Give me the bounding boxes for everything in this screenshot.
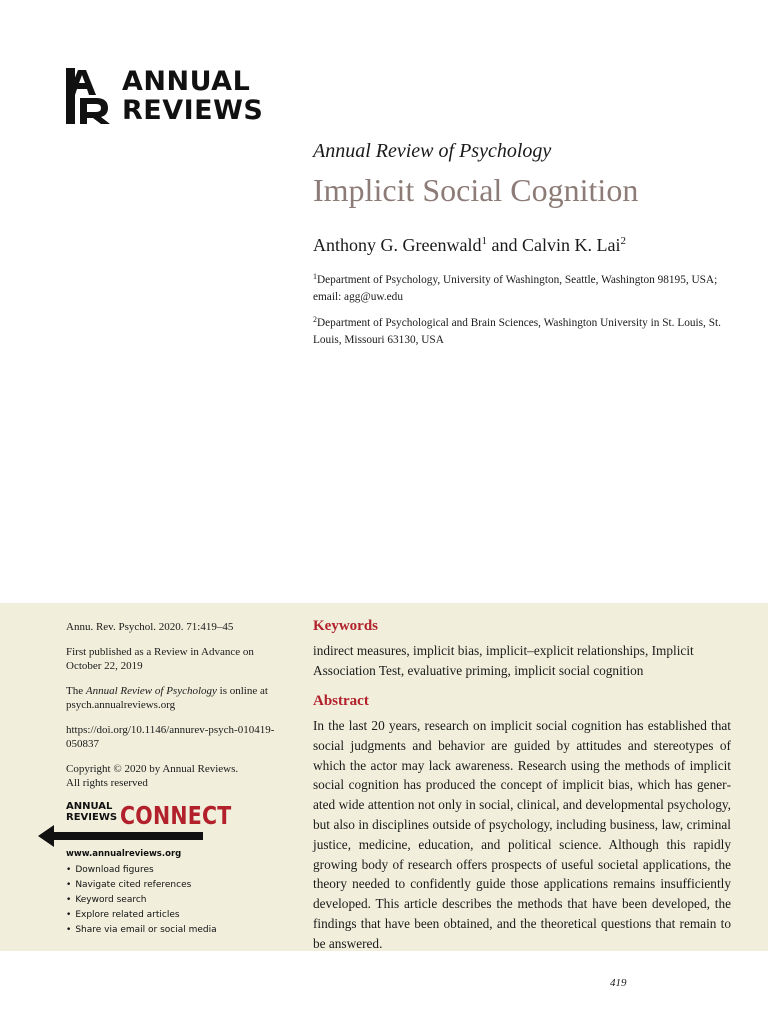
affiliation [313, 268, 733, 306]
copyright-line: Copyright © 2020 by Annual Reviews. [66, 763, 239, 775]
journal-name: Annual Review of Psychology [313, 140, 552, 162]
list-item: • Download figures [66, 863, 217, 878]
author-joiner: and [486, 235, 522, 255]
logo-line-annual: ANNUAL [122, 66, 251, 97]
online-suffix[interactable]: is online at psych.annualreviews.org [66, 685, 268, 711]
author-affil-marker: 1 [481, 235, 487, 247]
logo-line-reviews: REVIEWS [122, 95, 264, 126]
list-item: • Navigate cited references [66, 878, 217, 893]
doi-link[interactable]: https://doi.org/10.1146/annurev-psych-010419-050837 [66, 724, 275, 750]
ar-monogram-icon [66, 68, 112, 124]
list-item: • Share via email or social media [66, 923, 217, 938]
keywords-text: indirect measures, implicit bias, implicit–explicit relationships, Implicit Association Test, evaluative priming, implicit social cognition [313, 643, 694, 678]
page-number: 419 [610, 977, 627, 989]
online-note [66, 684, 291, 712]
author-affil-marker: 2 [620, 235, 626, 247]
connect-small-line2: REVIEWS [66, 812, 118, 823]
logo-wordmark [122, 67, 263, 125]
online-prefix: The [66, 685, 86, 697]
arrow-left-icon [38, 822, 203, 850]
connect-wordmark: CONNECT [120, 801, 232, 830]
connect-small-line1: ANNUAL [66, 801, 113, 812]
affiliation-text: Department of Psychology, University of Washington, Seattle, Washington 98195, USA; email: agg@uw.edu [313, 274, 718, 303]
rights-line: All rights reserved [66, 777, 148, 789]
keywords-abstract [313, 618, 731, 954]
connect-url[interactable]: www.annualreviews.org [66, 849, 182, 859]
citation: Annu. Rev. Psychol. 2020. 71:419–45 [66, 621, 234, 633]
list-item: • Explore related articles [66, 908, 217, 923]
annual-reviews-connect[interactable] [38, 801, 232, 941]
online-journal: Annual Review of Psychology [85, 685, 217, 697]
article-info-sidebar [66, 620, 291, 801]
author-list [313, 235, 626, 256]
annual-reviews-logo [66, 68, 266, 126]
connect-feature-list [66, 863, 217, 938]
affiliation-text: Department of Psychological and Brain Sciences, Washington University in St. Louis, St. Louis, Missouri 63130, USA [313, 317, 721, 346]
keywords-heading: Keywords [313, 618, 378, 634]
affiliation [313, 311, 733, 349]
list-item: • Keyword search [66, 893, 217, 908]
abstract-text: In the last 20 years, research on implicit social cognition has established that social judgments and behavior are guided by attitudes and stereotypes of which the actor may lack awareness. Research using the methods of implicit social cognition has produced the concept of implicit bias, which has generated wide attention not only in social, clinical, and developmental psychology, but also in disciplines outside of psychology, including business, law, criminal justice, medicine, education, and political science. Although this rapidly growing body of research offers prospects of useful societal applications, the theory needed to confidently guide those applications remains insufficiently developed. This article describes the methods that have been developed, the findings that have been obtained, and the theoretical questions that remain to be answered. [313, 718, 731, 951]
affiliations [313, 268, 733, 354]
author-name: Calvin K. Lai [521, 235, 621, 255]
author-name: Anthony G. Greenwald [313, 235, 482, 255]
affiliation-marker: 1 [313, 272, 317, 281]
affiliation-marker: 2 [313, 315, 317, 324]
article-title: Implicit Social Cognition [313, 172, 639, 208]
connect-small-logo [66, 801, 117, 823]
copyright [66, 762, 291, 790]
abstract-heading: Abstract [313, 693, 369, 709]
first-published: First published as a Review in Advance on October 22, 2019 [66, 646, 254, 672]
